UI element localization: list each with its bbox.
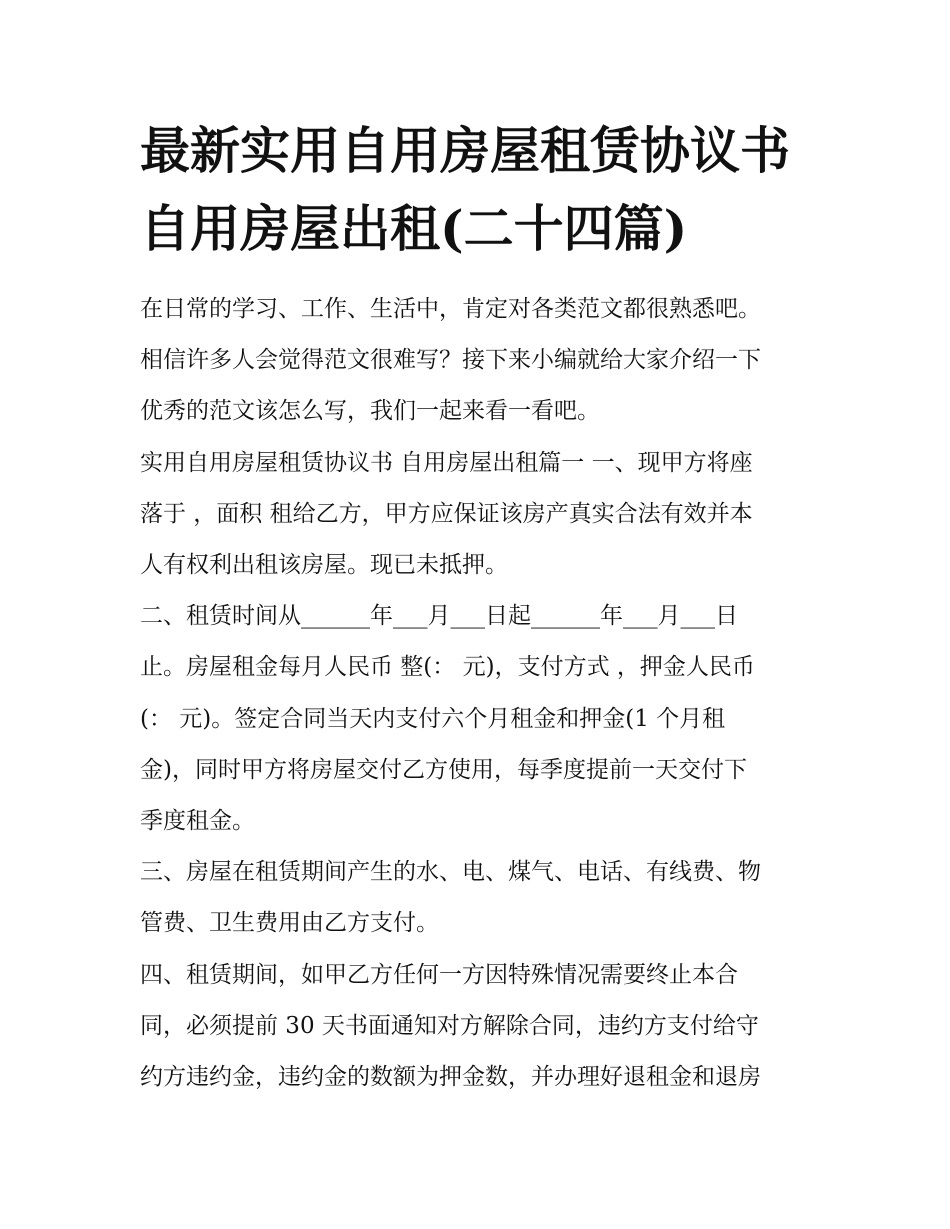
- body-line: 实用自用房屋租赁协议书 自用房屋出租篇一 一、现甲方将座: [140, 449, 753, 476]
- body-line: 四、租赁期间，如甲乙方任何一方因特殊情况需要终止本合: [140, 961, 738, 988]
- body-line: 落于 ，面积 租给乙方，甲方应保证该房产真实合法有效并本: [140, 500, 753, 527]
- body-line: 管费、卫生费用由乙方支付。: [140, 910, 439, 937]
- body-line: 在日常的学习、工作、生活中，肯定对各类范文都很熟悉吧。: [140, 296, 761, 322]
- body-line: 相信许多人会觉得范文很难写？接下来小编就给大家介绍一下: [140, 347, 761, 374]
- body-line: 约方违约金，违约金的数额为押金数，并办理好退租金和退房: [140, 1064, 761, 1091]
- title-line-1: 最新实用自用房屋租赁协议书: [140, 121, 790, 180]
- body-line: 同，必须提前 30 天书面通知对方解除合同，违约方支付给守: [140, 1012, 759, 1039]
- document-page: [140, 112, 820, 1103]
- document-body: [140, 284, 820, 1103]
- body-line: 金)，同时甲方将房屋交付乙方使用，每季度提前一天交付下: [140, 756, 747, 783]
- document-title: [140, 112, 820, 268]
- body-line: 三、房屋在租赁期间产生的水、电、煤气、电话、有线费、物: [140, 859, 761, 886]
- body-line: (： 元)。签定合同当天内支付六个月租金和押金(1 个月租: [140, 705, 726, 732]
- body-line: 人有权利出租该房屋。现已未抵押。: [140, 552, 508, 579]
- body-line: 优秀的范文该怎么写，我们一起来看一看吧。: [140, 398, 600, 425]
- body-line: 止。房屋租金每月人民币 整(： 元)，支付方式 ，押金人民币: [140, 654, 755, 681]
- body-line: 季度租金。: [140, 808, 255, 835]
- title-line-2: 自用房屋出租(二十四篇): [140, 199, 688, 258]
- body-line: 二、租赁时间从______年___月___日起______年___月___日: [140, 603, 738, 630]
